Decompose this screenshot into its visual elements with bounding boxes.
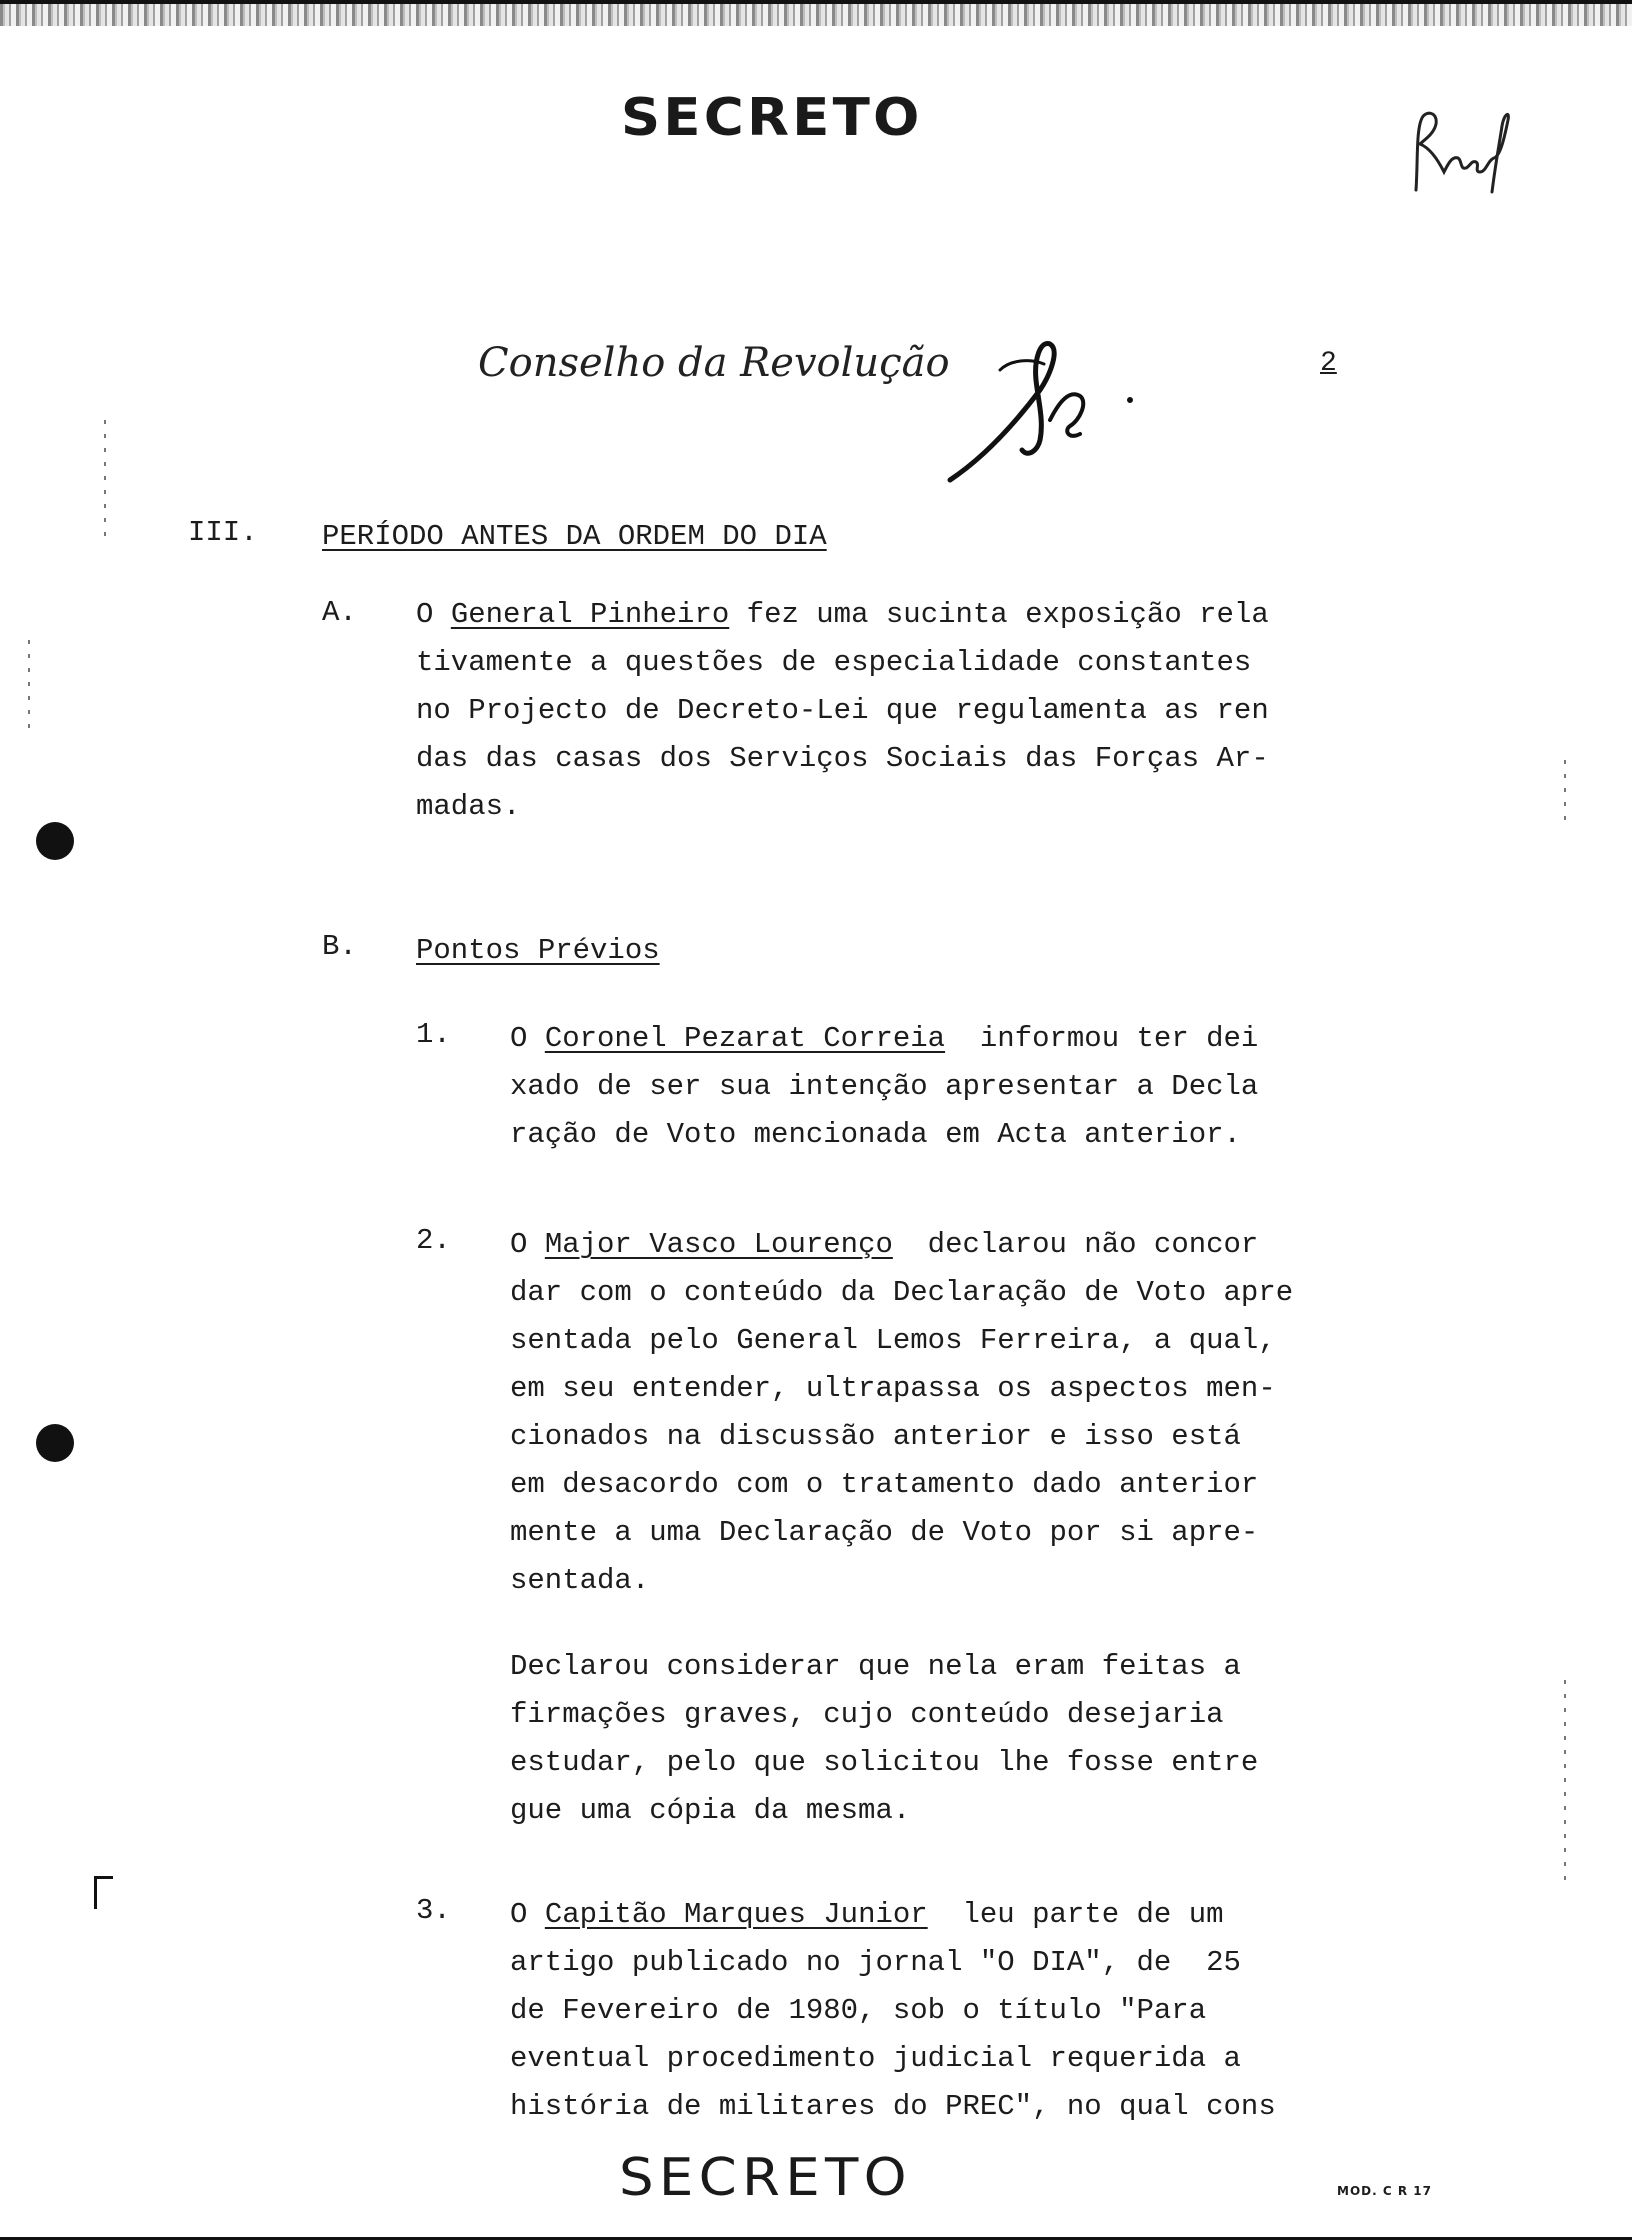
item-a-line: madas. — [416, 790, 521, 823]
section-title: PERÍODO ANTES DA ORDEM DO DIA — [322, 520, 827, 553]
form-code: MOD. C R 17 — [1337, 2184, 1432, 2198]
item-b-title: Pontos Prévios — [416, 934, 660, 967]
point-1-label: 1. — [416, 1018, 451, 1051]
point-2-line: cionados na discussão anterior e isso está — [510, 1420, 1241, 1453]
point-3-line: eventual procedimento judicial requerida a — [510, 2042, 1241, 2075]
margin-noise — [28, 640, 30, 730]
page-number: 2 — [1320, 348, 1337, 379]
person-name: Capitão Marques Junior — [544, 1898, 928, 1931]
point-1-line: ração de Voto mencionada em Acta anterior. — [510, 1118, 1241, 1151]
person-name: Major Vasco Lourenço — [544, 1228, 893, 1261]
council-header: Conselho da Revolução — [478, 340, 950, 386]
point-2-para-line: firmações graves, cujo conteúdo desejaria — [510, 1698, 1224, 1731]
person-name: Coronel Pezarat Correia — [544, 1022, 946, 1055]
point-2-line: em seu entender, ultrapassa os aspectos men- — [510, 1372, 1276, 1405]
handwritten-initials — [1408, 100, 1518, 200]
person-name: General Pinheiro — [450, 598, 730, 631]
corner-mark — [94, 1876, 113, 1909]
point-2-para-line: gue uma cópia da mesma. — [510, 1794, 911, 1827]
point-1-line: xado de ser sua intenção apresentar a Decla — [510, 1070, 1259, 1103]
point-2-line: sentada pelo General Lemos Ferreira, a qual, — [510, 1324, 1276, 1357]
point-3-line: artigo publicado no jornal "O DIA", de 25 — [510, 1946, 1241, 1979]
point-2-line: O Major Vasco Lourenço declarou não concor — [510, 1228, 1259, 1261]
margin-noise — [1564, 760, 1566, 820]
point-3-line: história de militares do PREC", no qual cons — [510, 2090, 1276, 2123]
point-1-line: O Coronel Pezarat Correia informou ter dei — [510, 1022, 1259, 1055]
item-a-line: O General Pinheiro fez uma sucinta exposição rela — [416, 598, 1269, 631]
punch-hole — [36, 822, 74, 860]
point-2-line: em desacordo com o tratamento dado anterior — [510, 1468, 1259, 1501]
section-number: III. — [188, 516, 258, 549]
signature-flourish — [940, 330, 1140, 490]
point-2-para-line: estudar, pelo que solicitou lhe fosse entre — [510, 1746, 1259, 1779]
top-border-line — [0, 0, 1632, 4]
margin-noise — [1564, 1680, 1566, 1880]
point-3-line: O Capitão Marques Junior leu parte de um — [510, 1898, 1224, 1931]
point-3-label: 3. — [416, 1894, 451, 1927]
point-2-para-line: Declarou considerar que nela eram feitas a — [510, 1650, 1241, 1683]
item-a-label: A. — [322, 596, 357, 629]
point-2-line: mente a uma Declaração de Voto por si apre- — [510, 1516, 1259, 1549]
item-a-line: tivamente a questões de especialidade constantes — [416, 646, 1252, 679]
secret-stamp-top: SECRETO — [620, 88, 923, 148]
item-a-line: no Projecto de Decreto-Lei que regulamenta as ren — [416, 694, 1269, 727]
secret-stamp-bottom: SECRETO — [619, 2148, 912, 2208]
point-2-label: 2. — [416, 1224, 451, 1257]
point-2-line: dar com o conteúdo da Declaração de Voto apre — [510, 1276, 1294, 1309]
punch-hole — [36, 1424, 74, 1462]
point-3-line: de Fevereiro de 1980, sob o título "Para — [510, 1994, 1207, 2027]
point-2-line: sentada. — [510, 1564, 650, 1597]
item-a-line: das das casas dos Serviços Sociais das Forças Ar- — [416, 742, 1269, 775]
item-b-label: B. — [322, 930, 357, 963]
margin-noise — [104, 420, 106, 540]
